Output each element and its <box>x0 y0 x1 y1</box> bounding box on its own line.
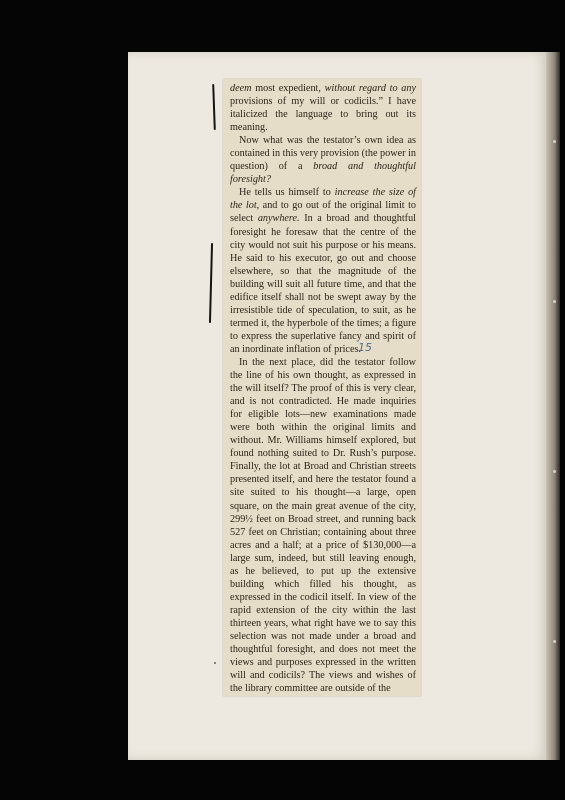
text-run: In a broad and thoughtful foresight he foresaw that the centre of the city would not suit his purpose or his means. He said to his executor, go out and choose elsewhere, so that the magnitude of the building will suit all future time, and that the edifice itself shall not be swept away by the irresistible tide of speculation, to suit, as he termed it, the hyperbole of the times; a figure to express the superlative fancy and spirit of an inordinate inflation of prices. <box>230 213 416 355</box>
text-paragraph <box>230 82 416 134</box>
text-paragraph <box>230 356 416 695</box>
handwritten-margin-note: 15 <box>358 341 372 354</box>
margin-dot <box>214 662 216 664</box>
binding-stitch <box>553 640 556 643</box>
italic-text-run: broad and thoughtful foresight? <box>230 161 416 186</box>
italic-text-run: anywhere. <box>257 213 300 225</box>
text-run: most expedient, <box>251 83 325 94</box>
italic-text-run: without regard to any <box>324 83 416 94</box>
clipping-text <box>230 82 416 695</box>
binding-stitch <box>553 300 556 303</box>
page-fore-edge <box>546 52 560 760</box>
binding-stitch <box>553 140 556 143</box>
text-run: He tells us himself to <box>239 187 335 199</box>
text-run: provisions of my will or codicils.” I have italicized the language to bring out its meaning. <box>230 96 416 134</box>
text-run: and to go out of the original limit to select <box>230 200 416 225</box>
text-paragraph <box>230 186 416 356</box>
binding-stitch <box>553 470 556 473</box>
text-run: Now what was the testator’s own idea as contained in this very provision (the power in question) of a <box>230 135 416 173</box>
italic-text-run: increase the size of the lot, <box>230 187 416 212</box>
text-paragraph <box>230 134 416 186</box>
text-run: In the next place, did the testator follow the line of his own thought, as expressed in the will itself? The proof of this is very clear, and is not contradicted. He made inquiries for eligible lots—new examinations made were both within the original limits and without. Mr. Williams himself explored, but found nothing suited to Dr. Rush’s purpose. Finally, the lot at Broad and Christian streets presented itself, and here the testator found a site suited to his thought—a large, open square, on the main great avenue of the city, 299½ feet on Broad street, and running back 527 feet on Christian; containing about three acres and a half; at a price of $130,000—a large sum, indeed, but still leaving enough, as he believed, to put up the extensive building which filled his thought, as expressed in the codicil itself. In view of the rapid extension of the city within the last thirteen years, what right have we to say this selection was not made under a broad and thoughtful foresight, and does not meet the views and purposes expressed in the written will and codicils? The views and wishes of the library committee are outside of the <box>230 356 416 695</box>
italic-text-run: deem <box>230 83 252 94</box>
